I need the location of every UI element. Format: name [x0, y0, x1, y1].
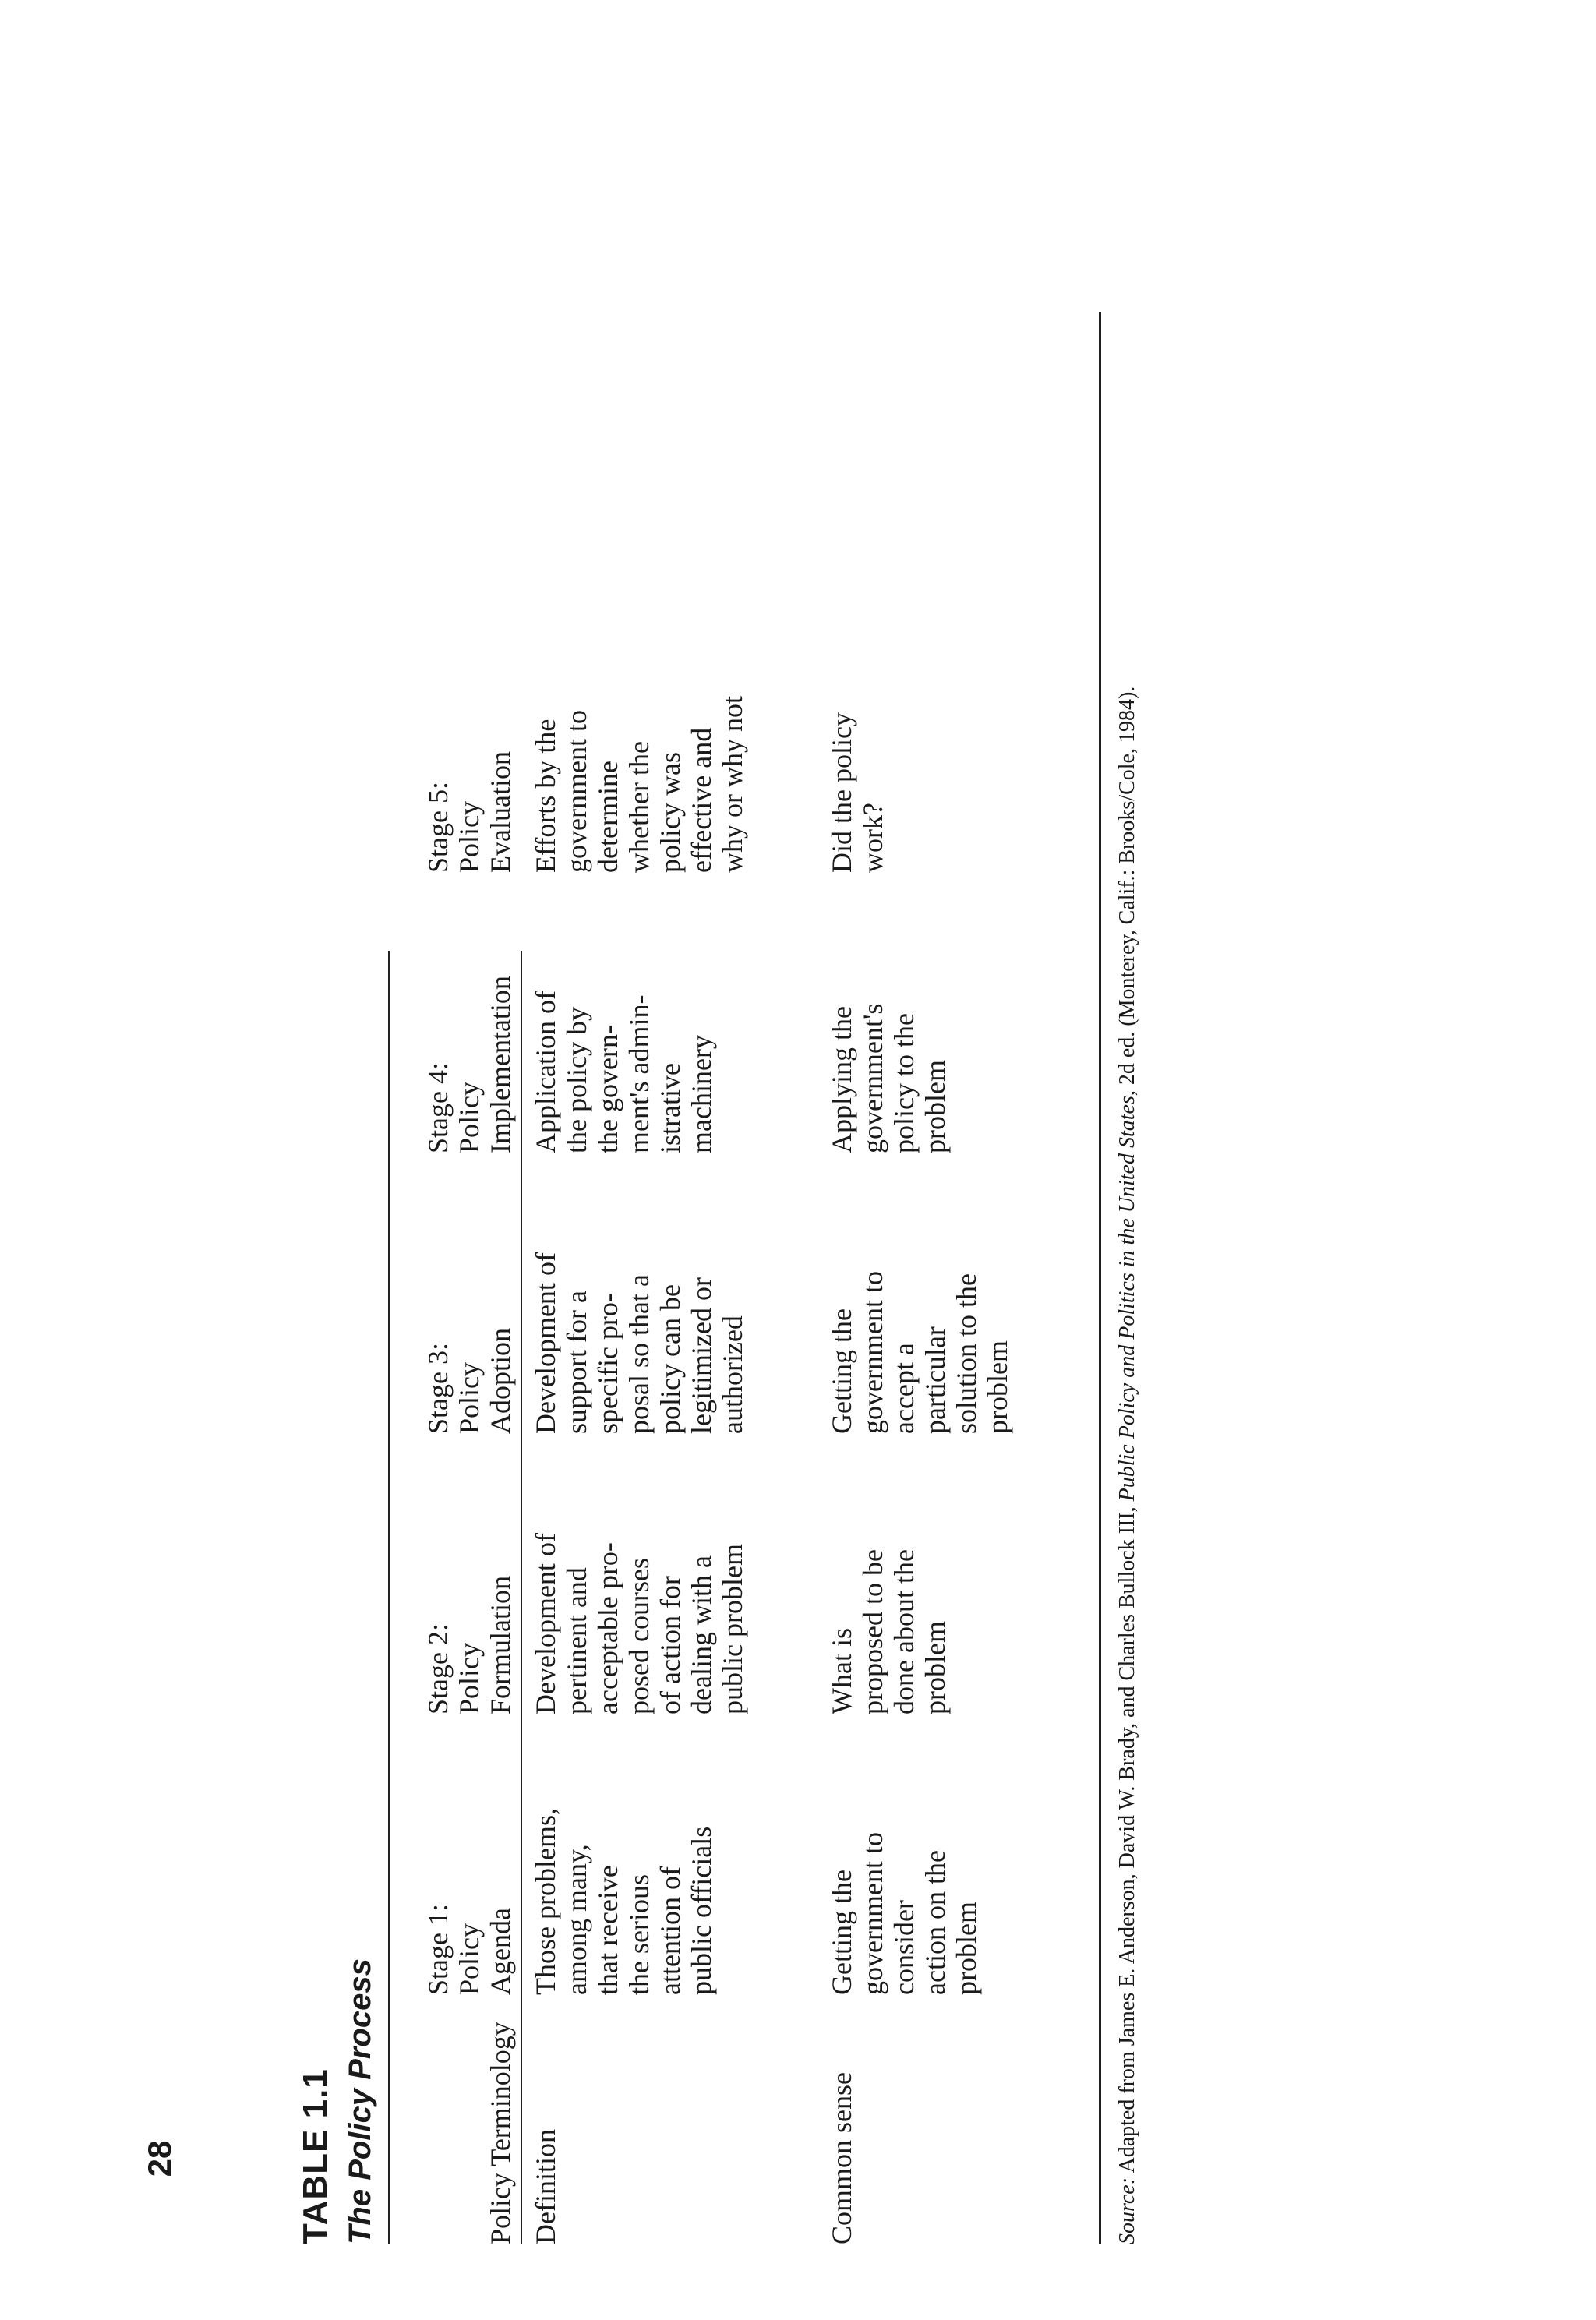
- column-header-stage-2: Stage 2: Policy Formulation: [422, 1576, 516, 1714]
- row-label-definition: Definition: [530, 2129, 561, 2244]
- table-title: The Policy Process: [343, 1958, 377, 2244]
- definition-stage-4: Application of the policy by the govern- ment's admin- istrative machinery: [530, 991, 717, 1153]
- definition-stage-3: Development of support for a specific pro- posal so that a policy can be legitimized or authorized: [530, 1252, 748, 1434]
- common-sense-stage-3: Getting the government to accept a particular solution to the problem: [826, 1271, 1013, 1434]
- common-sense-stage-4: Applying the government's policy to the problem: [826, 1003, 951, 1153]
- top-rule: [388, 951, 390, 2244]
- row-label-common-sense: Common sense: [826, 2072, 857, 2244]
- common-sense-stage-5: Did the policy work?: [826, 712, 888, 873]
- source-note: Source: Adapted from James E. Anderson, David W. Brady, and Charles Bullock III, Public Policy and Politics in the United States, 2d ed. (Monterey, Calif.: Brooks/Cole, 1984).: [1115, 686, 1139, 2244]
- definition-stage-5: Efforts by the government to determine whether the policy was effective and why or why not: [530, 696, 748, 873]
- column-header-stage-1: Stage 1: Policy Agenda: [422, 1904, 516, 1995]
- header-rule: [521, 951, 522, 2244]
- definition-stage-1: Those problems, among many, that receive the serious attention of public officials: [530, 1808, 717, 1995]
- common-sense-stage-2: What is proposed to be done about the problem: [826, 1549, 951, 1714]
- bottom-rule: [1099, 312, 1101, 2244]
- rotated-table-region: [296, 312, 1185, 2244]
- corner-header: Policy Terminology: [485, 2022, 516, 2244]
- table-label: TABLE 1.1: [296, 2068, 334, 2244]
- definition-stage-2: Development of pertinent and acceptable pro- posed courses of action for dealing with a public problem: [530, 1533, 748, 1714]
- common-sense-stage-1: Getting the government to consider action on the problem: [826, 1832, 982, 1995]
- column-header-stage-3: Stage 3: Policy Adoption: [422, 1327, 516, 1434]
- column-header-stage-5: Stage 5: Policy Evaluation: [422, 751, 516, 873]
- column-header-stage-4: Stage 4: Policy Implementation: [422, 976, 516, 1153]
- page-number: 28: [141, 2140, 178, 2177]
